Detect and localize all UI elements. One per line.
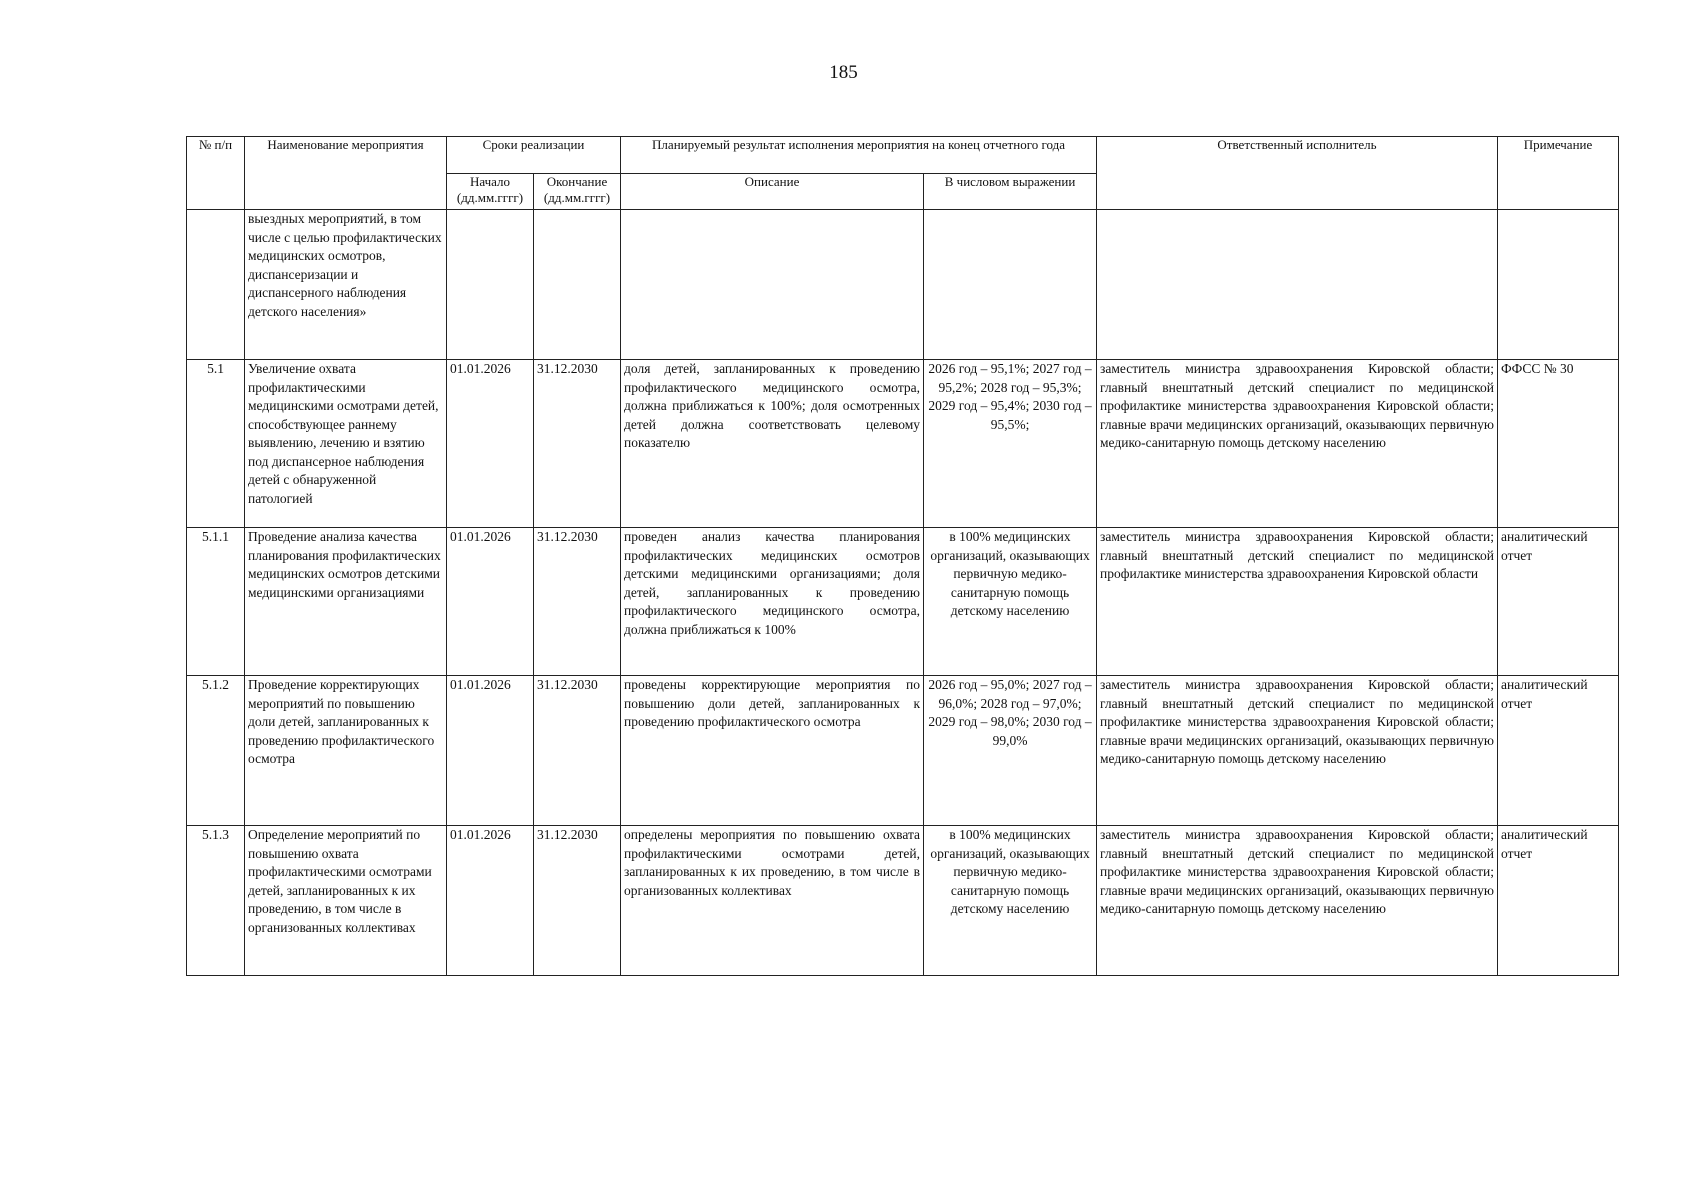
table-row bbox=[187, 676, 1619, 826]
header-result: Планируемый результат исполнения мероприятия на конец отчетного года bbox=[621, 137, 1097, 174]
row-start: 01.01.2026 bbox=[447, 676, 534, 826]
row-end bbox=[534, 210, 621, 360]
row-num: 5.1 bbox=[187, 360, 245, 528]
row-responsible bbox=[1097, 210, 1498, 360]
row-start: 01.01.2026 bbox=[447, 826, 534, 976]
header-end: Окончание (дд.мм.гггг) bbox=[534, 174, 621, 210]
row-name: Проведение корректирующих мероприятий по повышению доли детей, запланированных к проведению профилактического осмотра bbox=[245, 676, 447, 826]
header-description: Описание bbox=[621, 174, 924, 210]
row-end: 31.12.2030 bbox=[534, 528, 621, 676]
header-note: Примечание bbox=[1498, 137, 1619, 210]
row-num: 5.1.3 bbox=[187, 826, 245, 976]
row-responsible: заместитель министра здравоохранения Кировской области; главный внештатный детский специалист по медицинской профилактике министерства здравоохранения Кировской области; главные врачи медицинских организаций, оказывающих первичную медико-санитарную помощь детскому населению bbox=[1097, 360, 1498, 528]
table-row bbox=[187, 528, 1619, 676]
row-numeric bbox=[924, 210, 1097, 360]
row-numeric: в 100% медицинских организаций, оказывающих первичную медико-санитарную помощь детскому населению bbox=[924, 528, 1097, 676]
table-row bbox=[187, 826, 1619, 976]
row-start: 01.01.2026 bbox=[447, 528, 534, 676]
row-note bbox=[1498, 210, 1619, 360]
row-end: 31.12.2030 bbox=[534, 826, 621, 976]
row-end: 31.12.2030 bbox=[534, 676, 621, 826]
row-note: аналитический отчет bbox=[1498, 528, 1619, 676]
row-numeric: 2026 год – 95,0%; 2027 год – 96,0%; 2028 год – 97,0%; 2029 год – 98,0%; 2030 год – 99,0% bbox=[924, 676, 1097, 826]
row-end: 31.12.2030 bbox=[534, 360, 621, 528]
row-name: Увеличение охвата профилактическими медицинскими осмотрами детей, способствующее раннему выявлению, лечению и взятию под диспансерное наблюдения детей с обнаруженной патологией bbox=[245, 360, 447, 528]
header-name: Наименование мероприятия bbox=[245, 137, 447, 210]
row-note: аналитический отчет bbox=[1498, 826, 1619, 976]
row-num: 5.1.2 bbox=[187, 676, 245, 826]
header-responsible: Ответственный исполнитель bbox=[1097, 137, 1498, 210]
table-row bbox=[187, 360, 1619, 528]
row-num: 5.1.1 bbox=[187, 528, 245, 676]
header-terms: Сроки реализации bbox=[447, 137, 621, 174]
row-numeric: в 100% медицинских организаций, оказывающих первичную медико-санитарную помощь детскому населению bbox=[924, 826, 1097, 976]
row-note: аналитический отчет bbox=[1498, 676, 1619, 826]
row-description: проведен анализ качества планирования профилактических медицинских осмотров детскими медицинскими организациями; доля детей, запланированных к проведению профилактического медицинского осмотра, должна приближаться к 100% bbox=[621, 528, 924, 676]
table-row bbox=[187, 210, 1619, 360]
row-name: выездных мероприятий, в том числе с целью профилактических медицинских осмотров, диспансеризации и диспансерного наблюдения детского населения» bbox=[245, 210, 447, 360]
row-responsible: заместитель министра здравоохранения Кировской области; главный внештатный детский специалист по медицинской профилактике министерства здравоохранения Кировской области; главные врачи медицинских организаций, оказывающих первичную медико-санитарную помощь детскому населению bbox=[1097, 676, 1498, 826]
row-description bbox=[621, 210, 924, 360]
header-start: Начало (дд.мм.гггг) bbox=[447, 174, 534, 210]
page-number: 185 bbox=[829, 62, 858, 83]
row-name: Проведение анализа качества планирования профилактических медицинских осмотров детскими медицинскими организациями bbox=[245, 528, 447, 676]
row-numeric: 2026 год – 95,1%; 2027 год – 95,2%; 2028 год – 95,3%; 2029 год – 95,4%; 2030 год – 95,5%; bbox=[924, 360, 1097, 528]
row-description: проведены корректирующие мероприятия по повышению доли детей, запланированных к проведению профилактического осмотра bbox=[621, 676, 924, 826]
row-description: доля детей, запланированных к проведению профилактического медицинского осмотра, должна приближаться к 100%; доля осмотренных детей должна соответствовать целевому показателю bbox=[621, 360, 924, 528]
row-num bbox=[187, 210, 245, 360]
row-start bbox=[447, 210, 534, 360]
row-responsible: заместитель министра здравоохранения Кировской области; главный внештатный детский специалист по медицинской профилактике министерства здравоохранения Кировской области bbox=[1097, 528, 1498, 676]
activities-table bbox=[186, 136, 1619, 976]
row-description: определены мероприятия по повышению охвата профилактическими осмотрами детей, запланированных к их проведению, в том числе в организованных коллективах bbox=[621, 826, 924, 976]
row-start: 01.01.2026 bbox=[447, 360, 534, 528]
header-numeric: В числовом выражении bbox=[924, 174, 1097, 210]
row-name: Определение мероприятий по повышению охвата профилактическими осмотрами детей, запланированных к их проведению, в том числе в организованных коллективах bbox=[245, 826, 447, 976]
row-responsible: заместитель министра здравоохранения Кировской области; главный внештатный детский специалист по медицинской профилактике министерства здравоохранения Кировской области; главные врачи медицинских организаций, оказывающих первичную медико-санитарную помощь детскому населению bbox=[1097, 826, 1498, 976]
row-note: ФФСС № 30 bbox=[1498, 360, 1619, 528]
header-num: № п/п bbox=[187, 137, 245, 210]
